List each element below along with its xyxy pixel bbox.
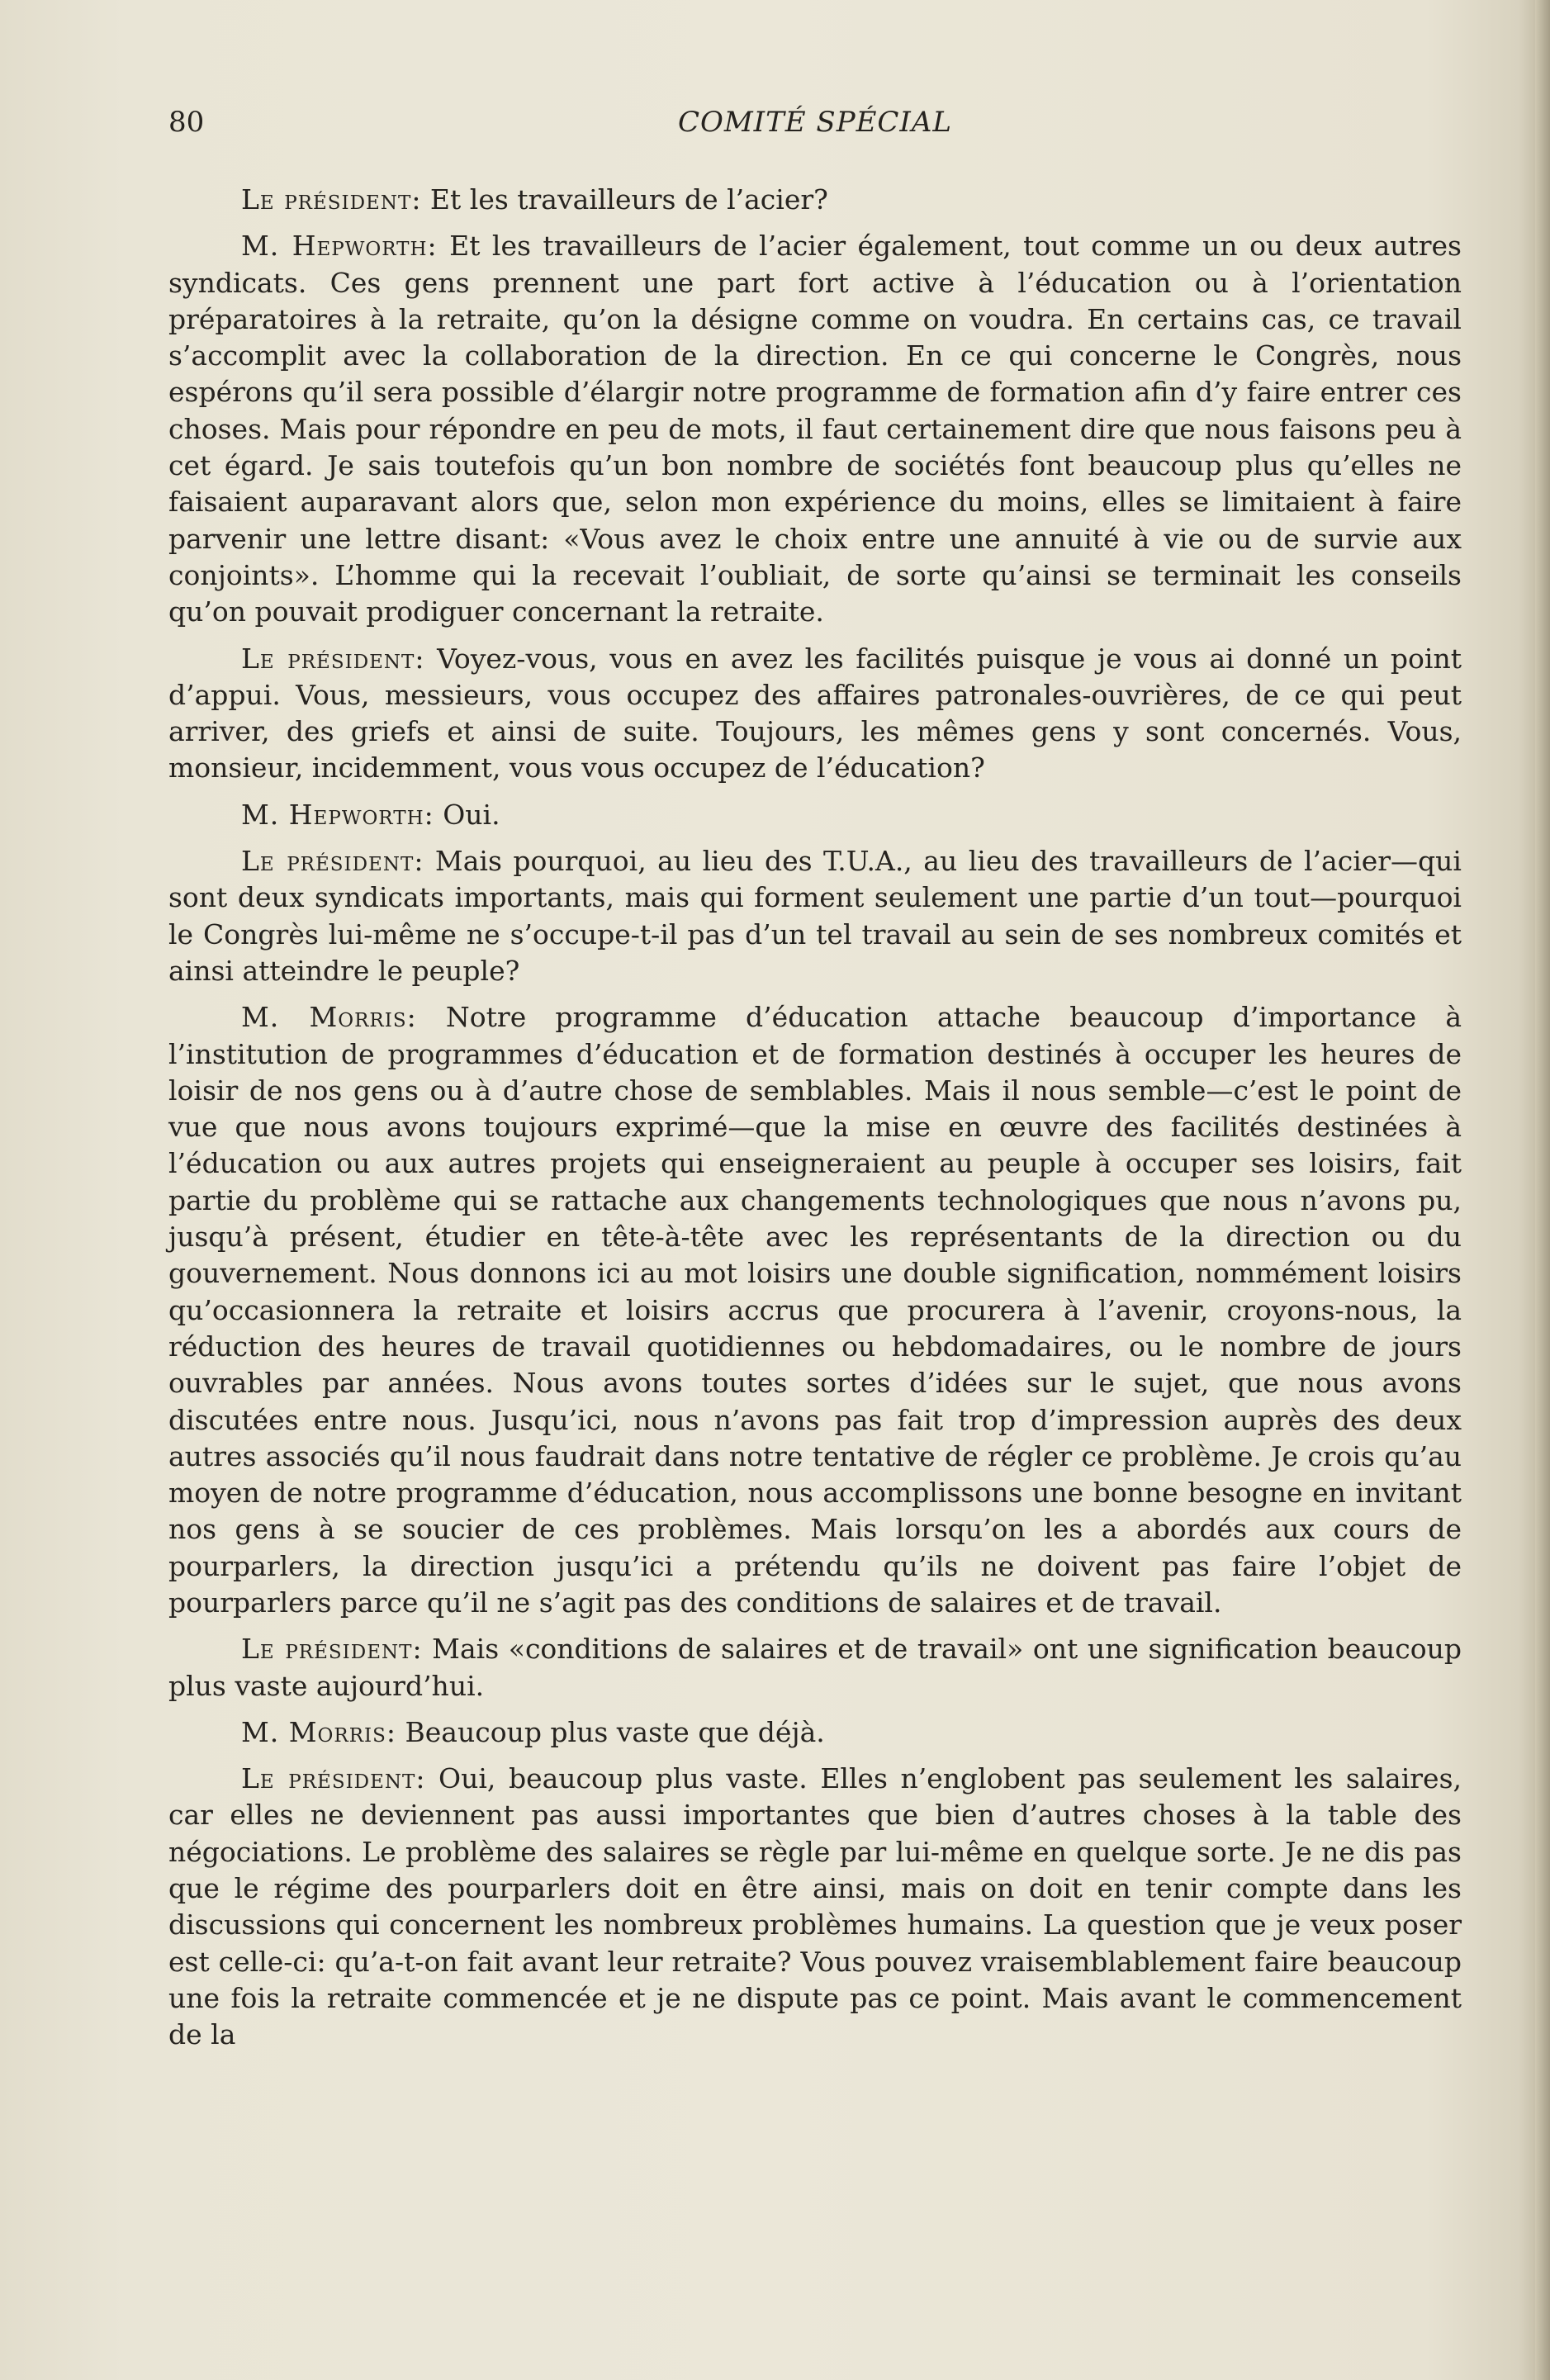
paragraph-text: Mais «conditions de salaires et de travail» ont une signification beaucoup plus vaste aujourd’hui. (168, 1633, 1462, 1702)
speaker-label: Le président: (241, 642, 425, 675)
paragraph-text: Notre programme d’éducation attache beaucoup d’importance à l’institution de programmes d’éducation et de formation destinés à occuper les heures de loisir de nos gens ou à d’autre chose de semblables. Mais il nous semble—c’est le point de vue que nous avons toujours exprimé—que la mise en œuvre des facilités destinées à l’éducation ou aux autres projets qui enseigneraient au peuple à occuper ses loisirs, fait partie du problème qui se rattache aux changements technologiques que nous n’avons pu, jusqu’à présent, étudier en tête-à-tête avec les représentants de la direction ou du gouvernement. Nous donnons ici au mot loisirs une double signification, nommément loisirs qu’occasionnera la retraite et loisirs accrus que procurera à l’avenir, croyons-nous, la réduction des heures de travail quotidiennes ou hebdomadaires, ou le nombre de jours ouvrables par années. Nous avons toutes sortes d’idées sur le sujet, que nous avons discutées entre nous. Jusqu’ici, nous n’avons pas fait trop d’impression auprès des deux autres associés qu’il nous faudrait dans notre tentative de régler ce problème. Je crois qu’au moyen de notre programme d’éducation, nous accomplissons une bonne besogne en invitant nos gens à se soucier de ces problèmes. Mais lorsqu’on les a abordés aux cours de pourparlers, la direction jusqu’ici a prétendu qu’ils ne doivent pas faire l’objet de pourparlers parce qu’il ne s’agit pas des conditions de salaires et de travail. (168, 1001, 1462, 1619)
paragraph-text: Beaucoup plus vaste que déjà. (396, 1715, 825, 1748)
page-edge (1535, 0, 1550, 2380)
paragraph (168, 182, 1462, 218)
page-header (168, 106, 1462, 147)
speaker-label: Le président: (241, 1633, 423, 1666)
speaker-label: Le président: (241, 183, 422, 216)
paragraph (168, 797, 1462, 833)
paragraph (168, 843, 1462, 989)
paragraph-text: Oui. (434, 798, 500, 831)
paragraph-text: Et les travailleurs de l’acier? (421, 183, 828, 216)
page-number: 80 (168, 106, 205, 139)
speaker-label: M. Hepworth: (241, 230, 438, 263)
speaker-label: M. Hepworth: (241, 798, 434, 831)
paragraph (168, 641, 1462, 787)
paragraph-text: Voyez-vous, vous en avez les facilités puisque je vous ai donné un point d’appui. Vous, messieurs, vous occupez des affaires patronales-ouvrières, de ce qui peut arriver, des griefs et ainsi de suite. Toujours, les mêmes gens y sont concernés. Vous, monsieur, incidemment, vous vous occupez de l’éducation? (168, 642, 1462, 785)
paragraph (168, 999, 1462, 1621)
running-title: COMITÉ SPÉCIAL (677, 106, 952, 139)
paragraph (168, 228, 1462, 630)
transcript-body (168, 182, 1462, 2064)
paragraph (168, 1631, 1462, 1704)
paragraph (168, 1761, 1462, 2053)
speaker-label: Le président: (241, 845, 424, 878)
paragraph-text: Mais pourquoi, au lieu des T.U.A., au lieu des travailleurs de l’acier—qui sont deux syndicats importants, mais qui forment seulement une partie d’un tout—pourquoi le Congrès lui-même ne s’occupe-t-il pas d’un tel travail au sein de ses nombreux comités et ainsi atteindre le peuple? (168, 845, 1462, 987)
speaker-label: M. Morris: (241, 1001, 417, 1034)
paragraph (168, 1714, 1462, 1751)
speaker-label: Le président: (241, 1762, 426, 1795)
speaker-label: M. Morris: (241, 1715, 397, 1748)
paragraph-text: Oui, beaucoup plus vaste. Elles n’englobent pas seulement les salaires, car elles ne deviennent pas aussi importantes que bien d’autres choses à la table des négociations. Le problème des salaires se règle par lui-même en quelque sorte. Je ne dis pas que le régime des pourparlers doit en être ainsi, mais on doit en tenir compte dans les discussions qui concernent les nombreux problèmes humains. La question que je veux poser est celle-ci: qu’a-t-on fait avant leur retraite? Vous pouvez vraisemblablement faire beaucoup une fois la retraite commencée et je ne dispute pas ce point. Mais avant le commencement de la (168, 1762, 1462, 2051)
paragraph-text: Et les travailleurs de l’acier également, tout comme un ou deux autres syndicats. Ces gens prennent une part fort active à l’éducation ou à l’orientation préparatoires à la retraite, qu’on la désigne comme on voudra. En certains cas, ce travail s’accomplit avec la collaboration de la direction. En ce qui concerne le Congrès, nous espérons qu’il sera possible d’élargir notre programme de formation afin d’y faire entrer ces choses. Mais pour répondre en peu de mots, il faut certainement dire que nous faisons peu à cet égard. Je sais toutefois qu’un bon nombre de sociétés font beaucoup plus qu’elles ne faisaient auparavant alors que, selon mon expérience du moins, elles se limitaient à faire parvenir une lettre disant: «Vous avez le choix entre une annuité à vie ou de survie aux conjoints». L’homme qui la recevait l’oubliait, de sorte qu’ainsi se terminait les conseils qu’on pouvait prodiguer concernant la retraite. (168, 230, 1462, 628)
